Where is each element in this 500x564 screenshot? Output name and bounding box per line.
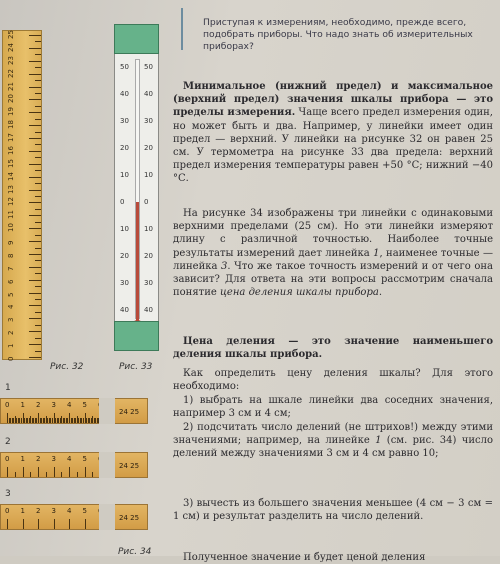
step-2	[173, 421, 493, 461]
vertical-ruler-tick	[29, 305, 41, 306]
accuracy-text-tail: .	[378, 287, 382, 299]
vertical-ruler-tick	[29, 99, 41, 100]
figure-32-caption: Рис. 32	[50, 362, 84, 372]
vertical-ruler-number: 5	[7, 292, 15, 297]
vertical-ruler-tick	[29, 61, 41, 62]
step-1	[173, 394, 493, 420]
vertical-ruler-number: 4	[7, 305, 15, 310]
step-2-end: (см. рис. 34) число делений между значениями 3 см и 4 см равно 10;	[173, 435, 493, 460]
step-3	[173, 497, 493, 523]
ruler-break	[99, 398, 115, 424]
vertical-ruler-number: 9	[7, 240, 15, 246]
horizontal-ruler-1	[0, 398, 148, 424]
thermometer-scale-label: 40	[144, 306, 153, 314]
thermometer-scale-label: 40	[120, 90, 129, 98]
ruler-break	[99, 504, 115, 530]
vertical-ruler-tick	[35, 144, 41, 145]
vertical-ruler-number: 0	[7, 356, 15, 361]
division-definition: Цена деления — это значение наименьшего деления шкалы прибора.	[173, 336, 493, 361]
ruler-ref-1: 1	[373, 247, 380, 259]
vertical-ruler-tick	[29, 138, 41, 139]
ruler-tick	[38, 467, 39, 477]
vertical-ruler-tick	[29, 215, 41, 216]
vertical-ruler-tick	[35, 67, 41, 68]
vertical-ruler-tick	[35, 338, 41, 339]
vertical-ruler-tick	[29, 293, 41, 294]
paragraph-result	[173, 551, 493, 564]
limits-definition: Минимальное (нижний предел) и максимальное (верхний предел) значения шкалы прибора — это пределы измерения.	[173, 81, 493, 119]
thermometer-mercury	[136, 202, 139, 322]
vertical-ruler-number: 11	[7, 210, 15, 220]
term-division-value: цена деления шкалы прибора	[219, 287, 379, 299]
vertical-ruler-tick	[35, 170, 41, 171]
ruler-number: 3	[51, 507, 56, 515]
thermometer-scale-label: 10	[120, 225, 129, 233]
vertical-ruler-number: 17	[7, 133, 15, 143]
ruler-ref-3: 3	[221, 260, 228, 272]
vertical-ruler-number: 14	[7, 171, 15, 181]
vertical-ruler-tick	[35, 286, 41, 287]
vertical-ruler-tick	[29, 112, 41, 113]
vertical-ruler-tick	[35, 235, 41, 236]
paragraph-how-to	[173, 367, 493, 393]
thermometer-scale-label: 50	[120, 63, 129, 71]
vertical-ruler-tick	[29, 202, 41, 203]
ruler-tick	[85, 519, 86, 529]
ruler-tick	[46, 472, 47, 477]
accuracy-text-end: . Что же такое точность измерений и от чего она зависит? Для ответа на эти вопросы рассмотрим сначала понятие	[173, 260, 493, 299]
vertical-ruler-number: 15	[7, 158, 15, 168]
vertical-ruler-number: 8	[7, 253, 15, 258]
ruler-number: 2	[36, 455, 41, 463]
ruler-tick	[92, 472, 93, 477]
ruler-tick	[15, 472, 16, 477]
vertical-ruler-tick	[29, 190, 41, 191]
thermometer-scale-label: 40	[144, 90, 153, 98]
ruler-tick	[77, 472, 78, 477]
ruler-index-label: 1	[5, 383, 11, 393]
ruler-tick	[23, 519, 24, 529]
paragraph-accuracy	[173, 207, 493, 299]
thermometer-scale-label: 0	[120, 198, 125, 206]
vertical-ruler-tick	[29, 151, 41, 152]
vertical-ruler-number: 6	[7, 279, 15, 284]
ruler-number: 4	[67, 401, 72, 409]
vertical-ruler-number: 3	[7, 317, 15, 323]
vertical-ruler-tick	[35, 80, 41, 81]
thermometer-scale-label: 10	[144, 171, 153, 179]
ruler-number: 5	[82, 507, 87, 515]
vertical-ruler-tick	[35, 351, 41, 352]
thermometer	[114, 24, 159, 351]
vertical-ruler-tick	[35, 312, 41, 313]
ruler-tail-numbers: 24 25	[119, 462, 140, 470]
ruler-tail-numbers: 24 25	[119, 514, 140, 522]
vertical-ruler-number: 2	[7, 330, 15, 336]
vertical-ruler-tick	[35, 248, 41, 249]
thermometer-scale-label: 30	[120, 279, 129, 287]
thermometer-scale-label: 20	[144, 252, 153, 260]
how-to-question: Как определить цену деления шкалы? Для этого необходимо:	[173, 368, 493, 393]
thermometer-scale-label: 10	[120, 171, 129, 179]
vertical-ruler-tick	[29, 74, 41, 75]
vertical-ruler-tick	[35, 183, 41, 184]
vertical-ruler-tick	[29, 280, 41, 281]
vertical-ruler-number: 19	[7, 107, 15, 117]
thermometer-bottom-cap	[114, 321, 159, 351]
intro-accent-bar	[181, 8, 183, 50]
ruler-tick	[85, 467, 86, 477]
ruler-number: 1	[20, 507, 25, 515]
vertical-ruler-tick	[35, 222, 41, 223]
vertical-ruler-tick	[35, 41, 41, 42]
vertical-ruler-tick	[35, 209, 41, 210]
ruler-number: 1	[20, 401, 25, 409]
thermometer-scale-label: 30	[144, 117, 153, 125]
step-2-ruler-ref: 1	[375, 435, 382, 447]
intro-question: Приступая к измерениям, необходимо, прежде всего, подобрать приборы. Что надо знать об измерительных приборах?	[203, 17, 473, 53]
vertical-ruler-tick	[29, 228, 41, 229]
vertical-ruler-tick	[29, 241, 41, 242]
vertical-ruler-number: 20	[7, 94, 15, 104]
ruler-break	[99, 452, 115, 478]
vertical-ruler-tick	[29, 87, 41, 88]
vertical-ruler-tick	[35, 260, 41, 261]
limits-explanation: Чаще всего предел измерения один, но может быть и два. Например, у линейки имеет один предел — верхний. У линейки на рисунке 32 он равен 25 см. У термометра на рисунке 33 два предела: верхний предел измерения температуры равен +50 °С; нижний −40 °С.	[173, 107, 493, 185]
thermometer-scale-label: 30	[144, 279, 153, 287]
figure-34-caption: Рис. 34	[118, 547, 152, 557]
thermometer-scale-label: 0	[144, 198, 149, 206]
vertical-ruler-tick	[35, 299, 41, 300]
ruler-tick	[30, 472, 31, 477]
thermometer-scale-label: 20	[120, 144, 129, 152]
ruler-tick	[61, 472, 62, 477]
vertical-ruler-number: 18	[7, 120, 15, 130]
ruler-number: 4	[67, 507, 72, 515]
step-3-text: 3) вычесть из большего значения меньшее (4 см − 3 см = 1 см) и результат разделить на число делений.	[173, 498, 493, 523]
accuracy-text-mid: , наименее точные — линейка	[173, 247, 493, 272]
ruler-tick	[69, 467, 70, 477]
thermometer-scale-label: 40	[120, 306, 129, 314]
ruler-tick	[7, 467, 8, 477]
ruler-number: 0	[5, 507, 10, 515]
thermometer-scale-label: 10	[144, 225, 153, 233]
thermometer-scale-label: 50	[144, 63, 153, 71]
vertical-ruler	[2, 30, 42, 360]
vertical-ruler-tick	[35, 54, 41, 55]
accuracy-text-start: На рисунке 34 изображены три линейки с одинаковыми верхними пределами (25 см). Но эти линейки измеряют длину с различной точностью. Наиболее точные результаты измерений дает линейка	[173, 208, 493, 259]
ruler-tick	[54, 519, 55, 529]
vertical-ruler-tick	[35, 325, 41, 326]
ruler-number: 3	[51, 401, 56, 409]
vertical-ruler-number: 24	[7, 42, 15, 52]
thermometer-top-cap	[114, 24, 159, 54]
vertical-ruler-number: 13	[7, 184, 15, 194]
vertical-ruler-number: 7	[7, 266, 15, 271]
ruler-number: 1	[20, 455, 25, 463]
ruler-tick	[7, 519, 8, 529]
vertical-ruler-number: 22	[7, 68, 15, 78]
paragraph-limits	[173, 80, 493, 186]
result-text: Полученное значение и будет ценой деления	[183, 552, 426, 563]
vertical-ruler-tick	[35, 93, 41, 94]
horizontal-ruler-3	[0, 504, 148, 530]
vertical-ruler-tick	[29, 357, 41, 358]
vertical-ruler-tick	[29, 344, 41, 345]
ruler-tick	[38, 519, 39, 529]
vertical-ruler-tick	[29, 164, 41, 165]
vertical-ruler-number: 1	[7, 343, 15, 349]
vertical-ruler-tick	[35, 273, 41, 274]
vertical-ruler-ticks	[27, 35, 41, 355]
vertical-ruler-tick	[29, 267, 41, 268]
vertical-ruler-tick	[35, 106, 41, 107]
step-1-text: 1) выбрать на шкале линейки два соседних значения, например 3 см и 4 см;	[173, 395, 493, 420]
thermometer-scale-label: 20	[144, 144, 153, 152]
vertical-ruler-tick	[35, 157, 41, 158]
vertical-ruler-tick	[29, 254, 41, 255]
ruler-tail-numbers: 24 25	[119, 408, 140, 416]
ruler-tick	[69, 519, 70, 529]
paragraph-definition	[173, 335, 493, 361]
vertical-ruler-tick	[29, 177, 41, 178]
ruler-number: 2	[36, 507, 41, 515]
vertical-ruler-tick	[35, 119, 41, 120]
ruler-index-label: 3	[5, 489, 11, 499]
vertical-ruler-tick	[29, 35, 41, 36]
figure-33-caption: Рис. 33	[119, 362, 153, 372]
vertical-ruler-number: 12	[7, 197, 15, 207]
vertical-ruler-tick	[29, 331, 41, 332]
horizontal-ruler-2	[0, 452, 148, 478]
thermometer-scale-label: 30	[120, 117, 129, 125]
ruler-number: 2	[36, 401, 41, 409]
vertical-ruler-number: 25	[7, 30, 15, 39]
thermometer-scale-label: 20	[120, 252, 129, 260]
vertical-ruler-number: 16	[7, 145, 15, 155]
vertical-ruler-tick	[29, 318, 41, 319]
vertical-ruler-tick	[29, 125, 41, 126]
ruler-tick	[54, 467, 55, 477]
ruler-number: 5	[82, 401, 87, 409]
ruler-tick	[23, 467, 24, 477]
ruler-number: 0	[5, 401, 10, 409]
step-2-start: 2) подсчитать число делений (не штрихов!) между этими значениями; например, на линейке	[173, 422, 493, 447]
vertical-ruler-tick	[35, 132, 41, 133]
vertical-ruler-tick	[29, 48, 41, 49]
vertical-ruler-number: 23	[7, 55, 15, 65]
vertical-ruler-number: 21	[7, 81, 15, 91]
ruler-number: 0	[5, 455, 10, 463]
vertical-ruler-tick	[35, 196, 41, 197]
vertical-ruler-number: 10	[7, 223, 15, 233]
ruler-number: 4	[67, 455, 72, 463]
ruler-number: 5	[82, 455, 87, 463]
ruler-index-label: 2	[5, 437, 11, 447]
ruler-number: 3	[51, 455, 56, 463]
